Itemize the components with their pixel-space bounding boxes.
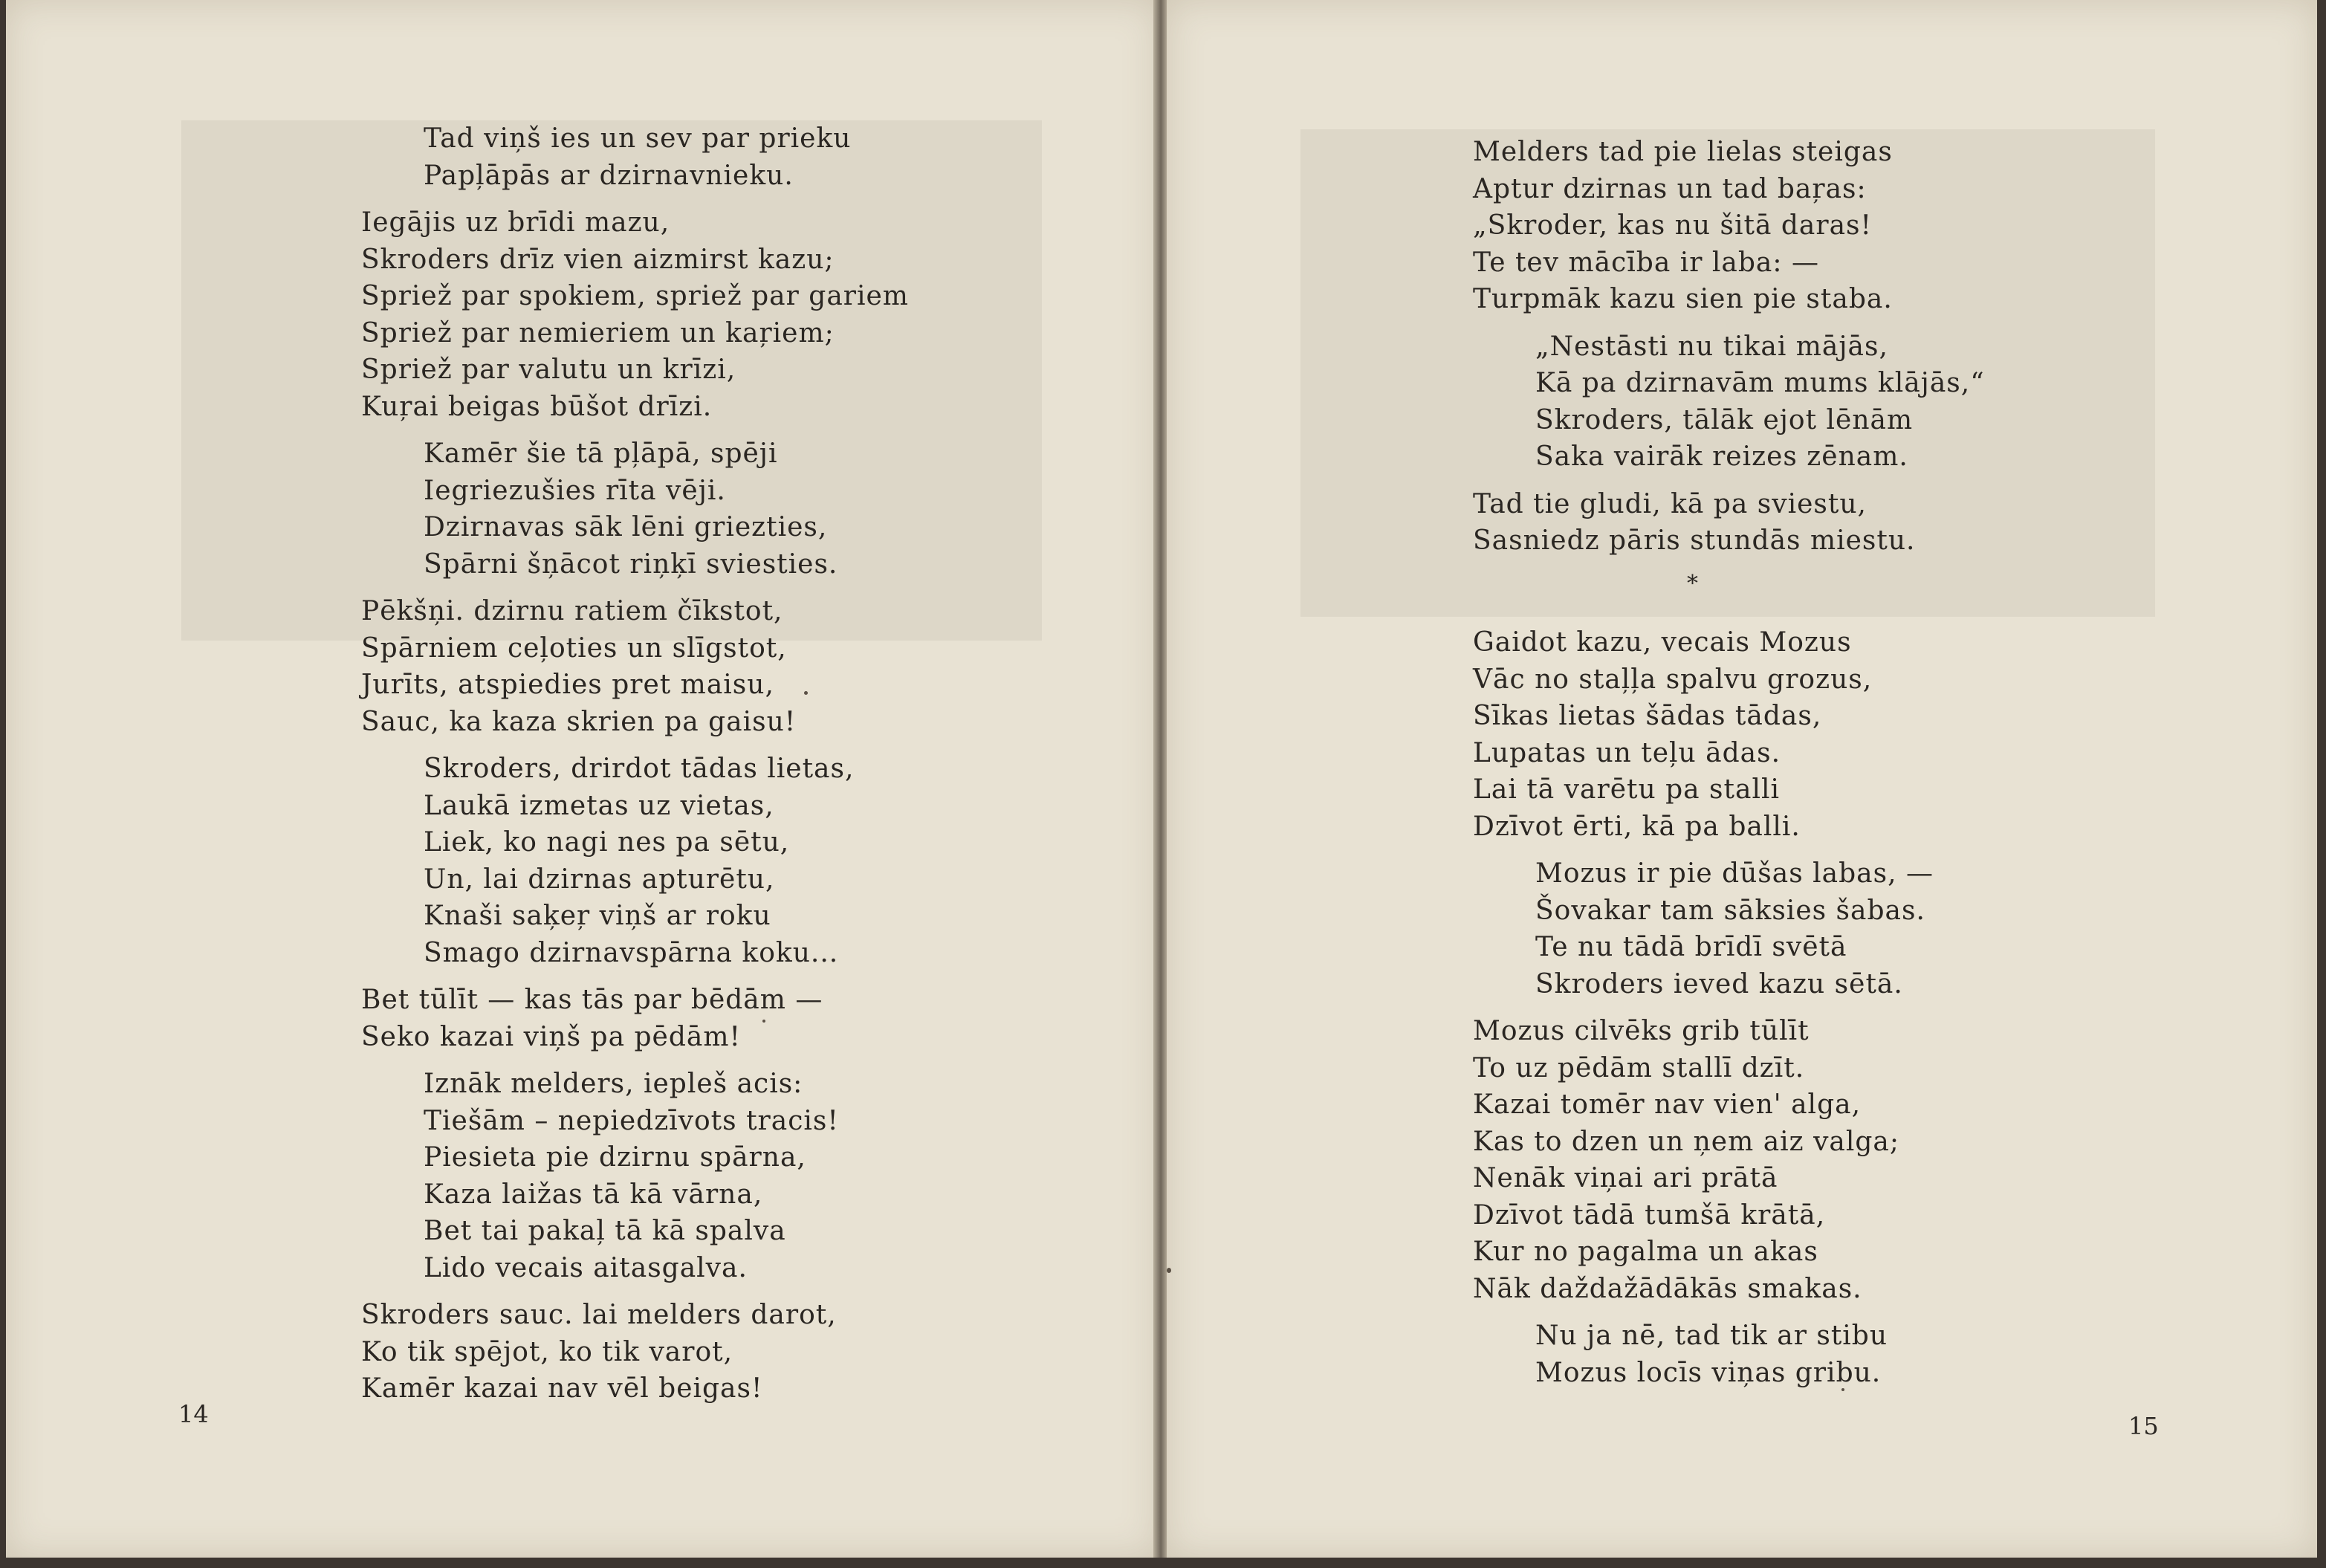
poem-line: Piesieta pie dzirnu spārna,: [424, 1142, 806, 1173]
poem-line: Kaza laižas tā kā vārna,: [424, 1179, 763, 1210]
poem-line: Kazai tomēr nav vien' alga,: [1473, 1089, 1862, 1120]
poem-line: Dzīvot ērti, kā pa balli.: [1473, 811, 1801, 842]
poem-line: To uz pēdām stallī dzīt.: [1473, 1052, 1805, 1083]
poem-line: Papļāpās ar dzirnavnieku.: [424, 160, 794, 191]
poem-line: Te tev mācība ir laba: —: [1473, 247, 1819, 278]
poem-line: Mozus locīs viņas gribu.: [1535, 1357, 1882, 1388]
poem-line: Sauc, ka kaza skrien pa gaisu!: [361, 706, 797, 737]
poem-line: Bet tai pakaļ tā kā spalva: [424, 1216, 786, 1246]
poem-line: Kur no pagalma un akas: [1473, 1237, 1818, 1267]
left-page: [6, 0, 1159, 1558]
poem-line: Šovakar tam sāksies šabas.: [1535, 895, 1925, 926]
stanza: [361, 982, 909, 1055]
paper-speck: [804, 691, 808, 695]
stanza: [361, 204, 909, 425]
poem-line: Kamēr kazai nav vēl beigas!: [361, 1373, 763, 1404]
poem-line: Kuŗai beigas būšot drīzi.: [361, 391, 713, 422]
stanza: [1473, 855, 1934, 1002]
stanza: [1473, 1318, 1934, 1391]
poem-line: Spārni šņācot riņķī sviesties.: [424, 548, 838, 580]
poem-line: Aptur dzirnas un tad baŗas:: [1473, 173, 1867, 204]
poem-line: Saka vairāk reizes zēnam.: [1535, 441, 1908, 472]
stanza: [1473, 328, 1985, 476]
poem-line: Dzīvot tādā tumšā krātā,: [1473, 1199, 1826, 1231]
stanza: [361, 1297, 909, 1407]
poem-line: Sasniedz pāris stundās miestu.: [1473, 525, 1916, 556]
poem-line: Pēkšņi. dzirnu ratiem čīkstot,: [361, 596, 783, 626]
stanza: [361, 120, 909, 194]
poem-line: Tad viņš ies un sev par prieku: [424, 123, 852, 154]
poem-line: Spriež par valutu un krīzi,: [361, 354, 736, 385]
poem-line: Lido vecais aitasgalva.: [424, 1252, 748, 1283]
poem-line: Un, lai dzirnas apturētu,: [424, 864, 775, 895]
book-gutter: [1153, 0, 1168, 1558]
poem-line: Ko tik spējot, ko tik varot,: [361, 1336, 733, 1367]
poem-line: Laukā izmetas uz vietas,: [424, 790, 774, 821]
poem-line: Smago dzirnavspārna koku...: [424, 937, 839, 968]
left-page-poem: [361, 120, 909, 1418]
poem-line: Iznāk melders, iepleš acis:: [424, 1069, 803, 1099]
poem-line: Skroders, drirdot tādas lietas,: [424, 754, 855, 784]
poem-line: Spārniem ceļoties un slīgstot,: [361, 632, 787, 664]
poem-line: Spriež par spokiem, spriež par gariem: [361, 281, 909, 311]
stanza: [361, 435, 909, 583]
stanza: [1473, 1013, 1934, 1307]
poem-line: Nu ja nē, tad tik ar stibu: [1535, 1321, 1888, 1351]
paper-speck: [1841, 1388, 1844, 1391]
poem-line: Lupatas un teļu ādas.: [1473, 737, 1781, 768]
stanza: [1473, 486, 1985, 560]
poem-line: Knaši saķeŗ viņš ar roku: [424, 901, 771, 931]
poem-line: Kamēr šie tā pļāpā, spēji: [424, 438, 778, 469]
poem-line: Skroders ieved kazu sētā.: [1535, 968, 1903, 1000]
poem-line: Turpmāk kazu sien pie staba.: [1473, 284, 1893, 314]
right-page-poem-top: [1473, 134, 1985, 570]
poem-line: Te nu tādā brīdī svētā: [1535, 932, 1847, 962]
left-page-number: 14: [178, 1400, 209, 1428]
poem-line: Seko kazai viņš pa pēdām!: [361, 1021, 741, 1052]
right-page: [1167, 0, 2317, 1558]
poem-line: Mozus cilvēks grib tūlīt: [1473, 1016, 1810, 1046]
poem-line: Sīkas lietas šādas tādas,: [1473, 701, 1822, 731]
poem-line: Jurīts, atspiedies pret maisu,: [361, 670, 774, 700]
poem-line: Vāc no staļļa spalvu grozus,: [1473, 664, 1873, 695]
poem-line: Lai tā varētu pa stalli: [1473, 774, 1781, 805]
poem-line: Nenāk viņai ari prātā: [1473, 1163, 1778, 1193]
poem-line: „Skroder, kas nu šitā daras!: [1473, 210, 1872, 241]
stanza: [361, 751, 909, 971]
paper-speck: [762, 1020, 765, 1023]
stanza: [1473, 134, 1985, 318]
poem-line: Nāk daždažādākās smakas.: [1473, 1273, 1862, 1304]
poem-line: Skroders, tālāk ejot lēnām: [1535, 404, 1914, 435]
poem-line: Kā pa dzirnavām mums klājās,“: [1535, 368, 1985, 398]
poem-line: Bet tūlīt — kas tās par bēdām —: [361, 985, 823, 1015]
paper-speck: [1167, 1268, 1171, 1273]
poem-line: Skroders sauc. lai melders darot,: [361, 1300, 837, 1330]
poem-line: Gaidot kazu, vecais Mozus: [1473, 627, 1852, 658]
right-page-poem-bottom: [1473, 624, 1934, 1402]
poem-line: Iegājis uz brīdi mazu,: [361, 207, 670, 238]
poem-line: Tad tie gludi, kā pa sviestu,: [1473, 488, 1867, 519]
stanza: [1473, 624, 1934, 845]
stanza: [361, 1066, 909, 1286]
poem-line: „Nestāsti nu tikai mājās,: [1535, 331, 1888, 362]
poem-line: Spriež par nemieriem un kaŗiem;: [361, 317, 835, 349]
poem-line: Melders tad pie lielas steigas: [1473, 137, 1893, 167]
poem-line: Mozus ir pie dūšas labas, —: [1535, 858, 1934, 889]
right-page-number: 15: [2128, 1412, 2159, 1440]
poem-line: Liek, ko nagi nes pa sētu,: [424, 827, 790, 858]
section-asterisk: *: [1687, 571, 1698, 597]
stanza: [361, 593, 909, 740]
poem-line: Skroders drīz vien aizmirst kazu;: [361, 244, 835, 275]
poem-line: Dzirnavas sāk lēni griezties,: [424, 512, 828, 542]
poem-line: Iegriezušies rīta vēji.: [424, 475, 726, 506]
poem-line: Kas to dzen un ņem aiz valga;: [1473, 1126, 1900, 1157]
poem-line: Tiešām – nepiedzīvots tracis!: [424, 1105, 839, 1136]
